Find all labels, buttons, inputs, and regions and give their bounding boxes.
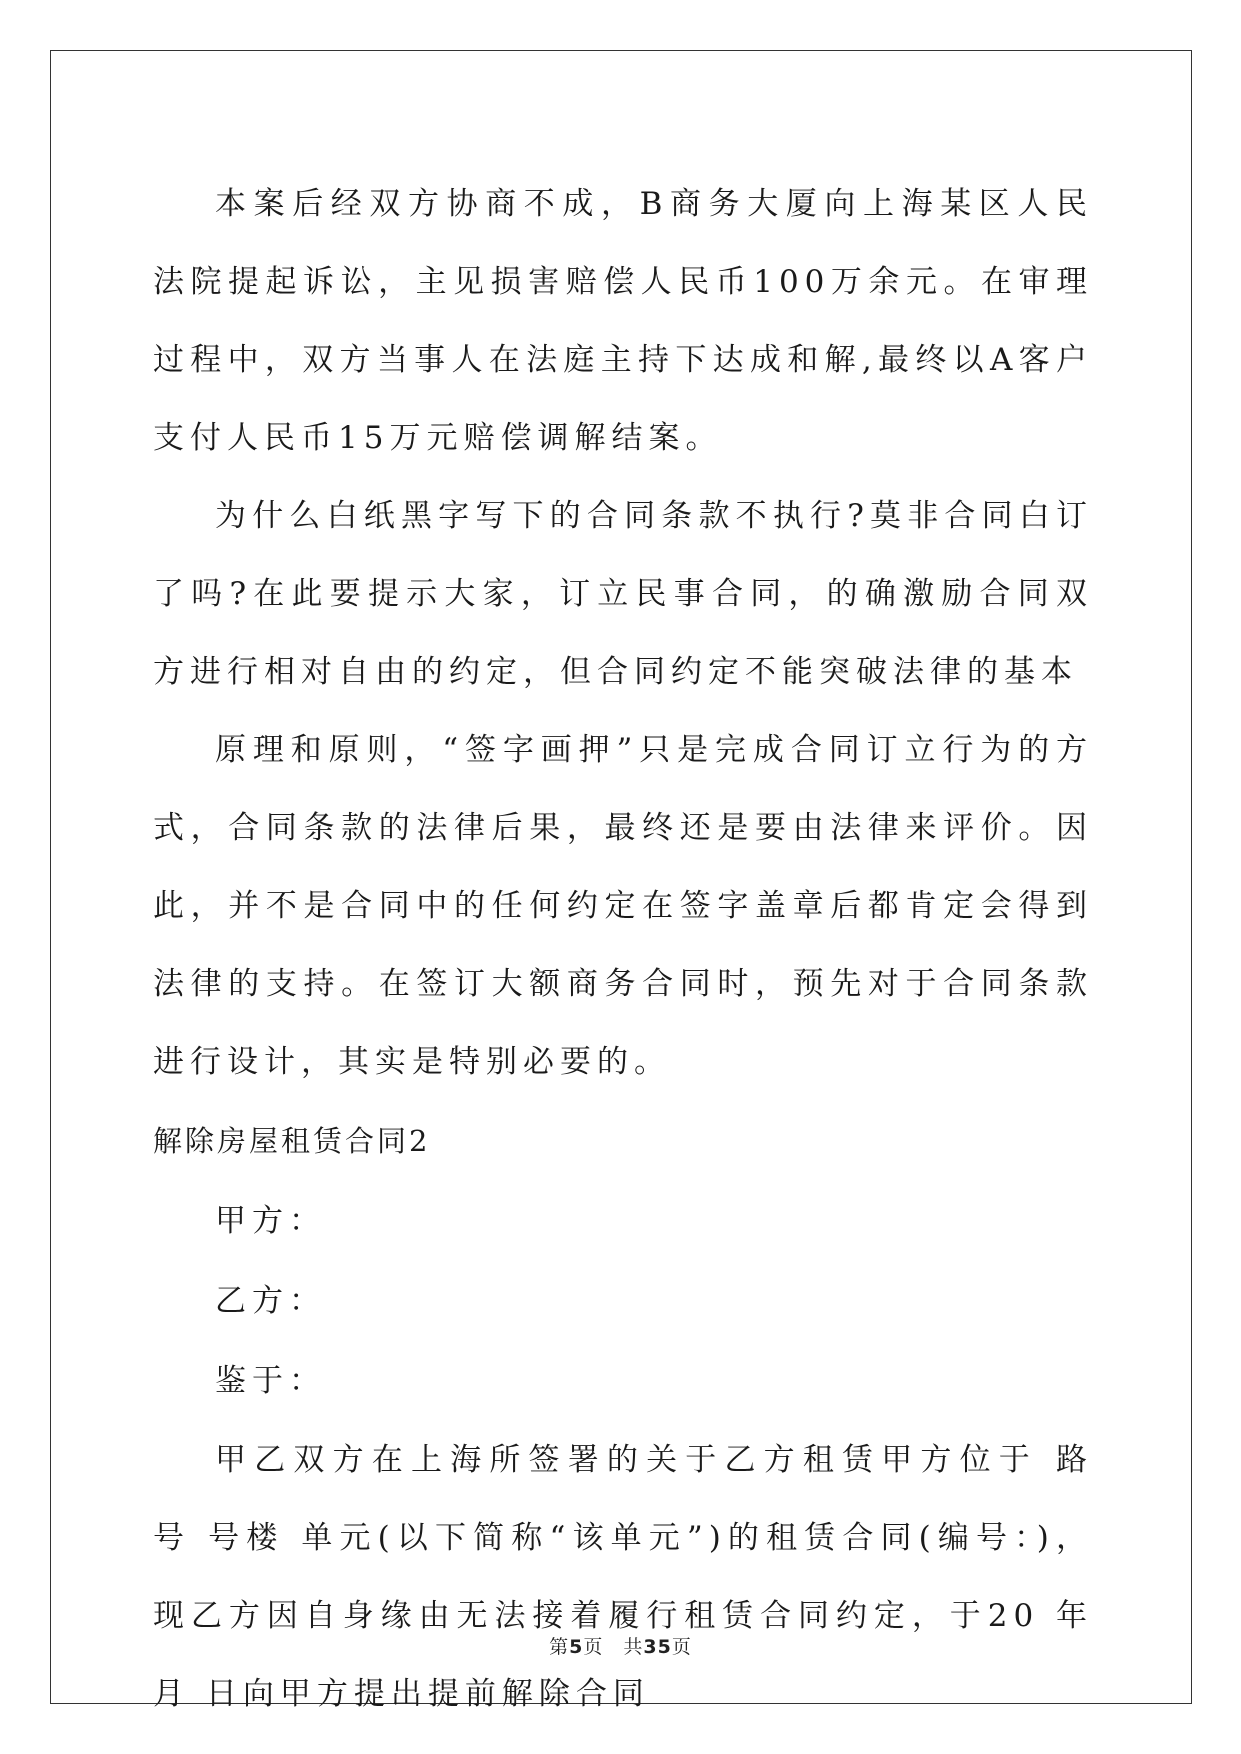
section-title: 解除房屋租赁合同2 [153,1124,431,1158]
document-body [153,165,1093,1733]
paragraph-lease-termination: 甲乙双方在上海所签署的关于乙方租赁甲方位于 路 号 号楼 单元(以下简称“该单元”)的租赁合同(编号：)，现乙方因自身缘由无法接着履行租赁合同约定，于20 年 月 日向甲方提出提前解除合同 [153,1442,1093,1712]
page-footer [0,1632,1241,1659]
footer-page-unit: 页 [583,1636,604,1658]
paragraph-contract-question: 为什么白纸黑字写下的合同条款不执行?莫非合同白订了吗?在此要提示大家，订立民事合同，的确激励合同双方进行相对自由的约定，但合同约定不能突破法律的基本 [153,498,1093,690]
paragraph-case-outcome: 本案后经双方协商不成，B商务大厦向上海某区人民法院提起诉讼，主见损害赔偿人民币100万余元。在审理过程中，双方当事人在法庭主持下达成和解,最终以A客户支付人民币15万元赔偿调解结案。 [153,186,1093,456]
footer-total-prefix: 共 [623,1636,644,1658]
footer-prefix: 第 [549,1636,570,1658]
party-a-label: 甲方： [215,1203,326,1239]
party-b-label: 乙方： [215,1283,326,1319]
footer-total-unit: 页 [671,1636,692,1658]
footer-page-number: 5 [569,1636,584,1658]
footer-total-pages: 35 [643,1636,672,1658]
whereas-label: 鉴于： [215,1363,326,1399]
paragraph-legal-principles: 原理和原则，“签字画押”只是完成合同订立行为的方式，合同条款的法律后果，最终还是要由法律来评价。因此，并不是合同中的任何约定在签字盖章后都肯定会得到法律的支持。在签订大额商务合同时，预先对于合同条款进行设计，其实是特别必要的。 [153,732,1093,1080]
